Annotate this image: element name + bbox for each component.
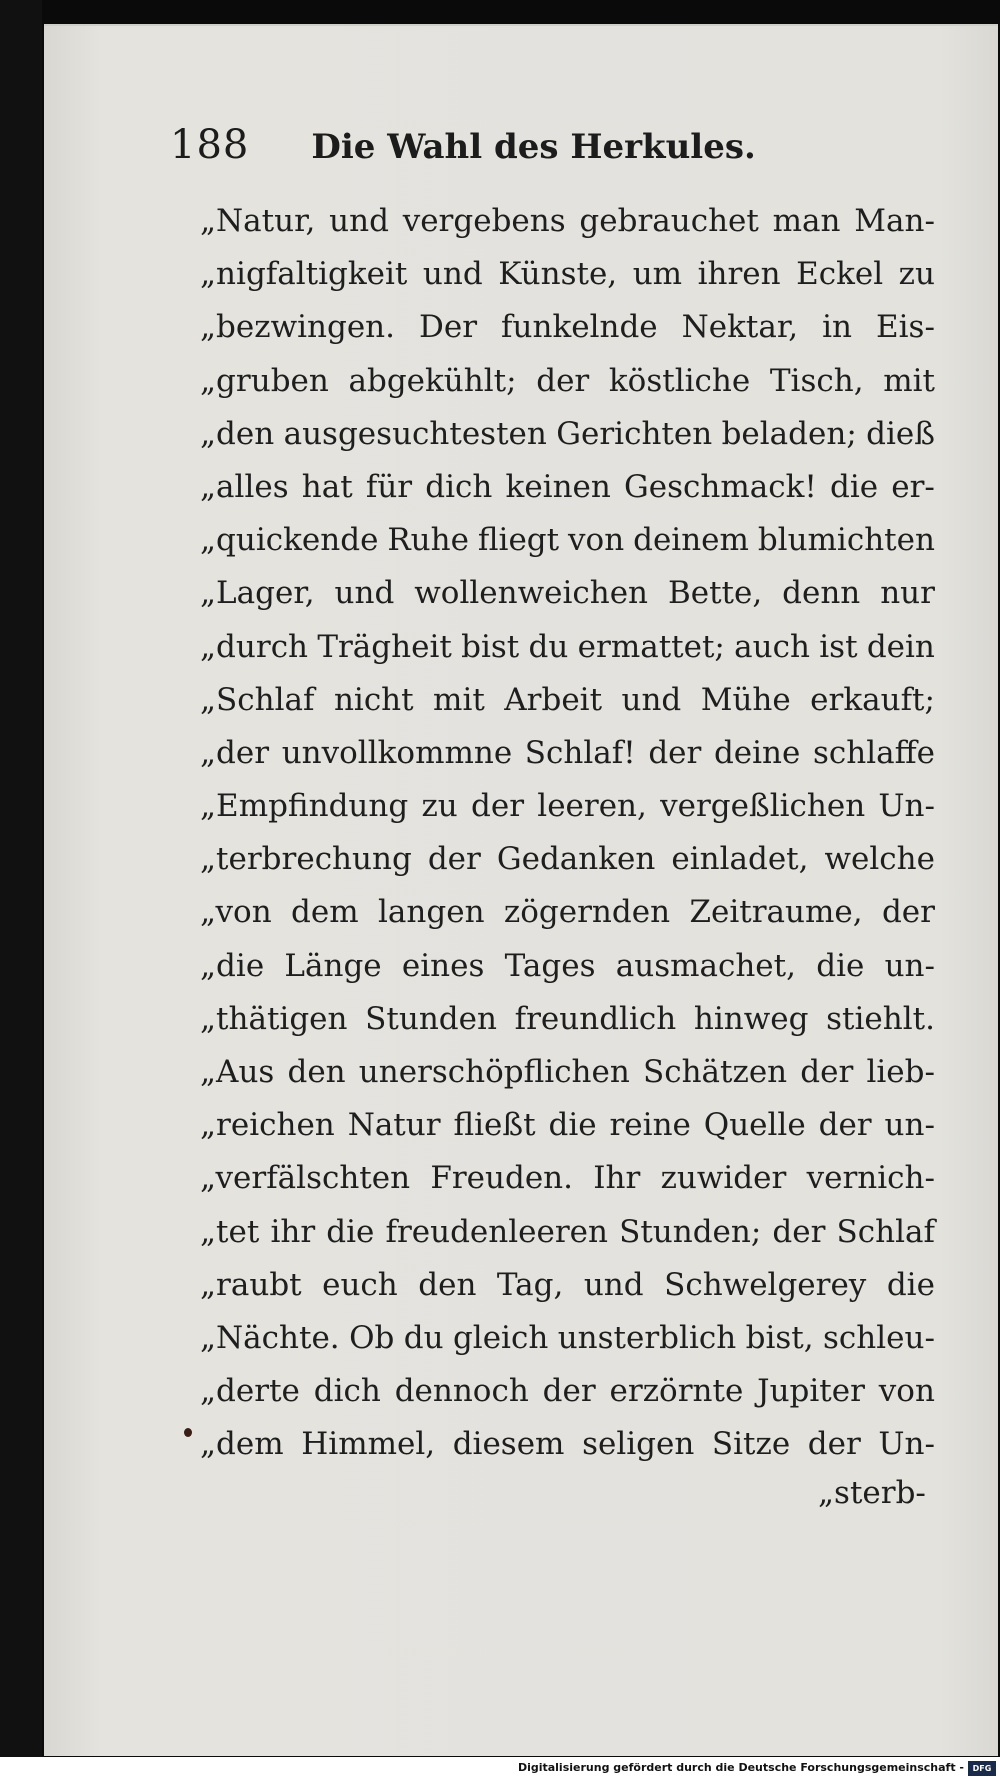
text-line: „die Länge eines Tages ausmachet, die un- xyxy=(200,947,935,984)
text-line: „verfälschten Freuden. Ihr zuwider vernich- xyxy=(200,1160,935,1197)
catchword: „sterb- xyxy=(818,1475,926,1511)
text-line: „den ausgesuchtesten Gerichten beladen; dieß xyxy=(200,415,935,452)
page-header xyxy=(170,122,770,172)
text-line: „bezwingen. Der funkelnde Nektar, in Eis- xyxy=(200,309,935,346)
text-line: „quickende Ruhe fliegt von deinem blumichten xyxy=(200,522,935,559)
text-line: „Nächte. Ob du gleich unsterblich bist, schleu- xyxy=(200,1319,935,1356)
page-number: 188 xyxy=(170,122,250,168)
text-line: „thätigen Stunden freundlich hinweg stiehlt. xyxy=(200,1000,935,1037)
text-line: „der unvollkommne Schlaf! der deine schlaffe xyxy=(200,734,935,771)
text-line: „Aus den unerschöpflichen Schätzen der lieb- xyxy=(200,1054,935,1090)
text-line: „nigfaltigkeit und Künste, um ihren Eckel zu xyxy=(200,256,935,293)
text-line: „Schlaf nicht mit Arbeit und Mühe erkauft; xyxy=(200,681,935,718)
text-line: „alles hat für dich keinen Geschmack! die er- xyxy=(200,468,935,505)
text-line: „reichen Natur fließt die reine Quelle der un- xyxy=(200,1107,935,1144)
scan-left-border xyxy=(0,0,42,1781)
digitization-footer xyxy=(0,1757,1000,1781)
text-line: „gruben abgekühlt; der köstliche Tisch, mit xyxy=(200,362,935,399)
text-line: „raubt euch den Tag, und Schwelgerey die xyxy=(200,1266,935,1303)
body-text xyxy=(200,195,935,1472)
text-line: „dem Himmel, diesem seligen Sitze der Un- xyxy=(200,1426,935,1463)
text-line: „von dem langen zögernden Zeitraume, der xyxy=(200,894,935,931)
scan-top-border xyxy=(0,0,1000,24)
running-head: Die Wahl des Herkules. xyxy=(311,127,756,167)
text-line: „Empfindung zu der leeren, vergeßlichen Un- xyxy=(200,788,935,825)
ink-spot xyxy=(184,1428,192,1437)
text-line: „derte dich dennoch der erzörnte Jupiter von xyxy=(200,1373,935,1410)
text-line: „terbrechung der Gedanken einladet, welche xyxy=(200,841,935,878)
dfg-logo: DFG xyxy=(968,1761,996,1776)
text-line: „Natur, und vergebens gebrauchet man Man- xyxy=(200,203,935,239)
text-line: „tet ihr die freudenleeren Stunden; der Schlaf xyxy=(200,1213,935,1250)
funding-credit: Digitalisierung gefördert durch die Deutsche Forschungsgemeinschaft - xyxy=(517,1761,964,1774)
text-line: „Lager, und wollenweichen Bette, denn nur xyxy=(200,575,935,612)
text-line: „durch Trägheit bist du ermattet; auch ist dein xyxy=(200,628,935,665)
